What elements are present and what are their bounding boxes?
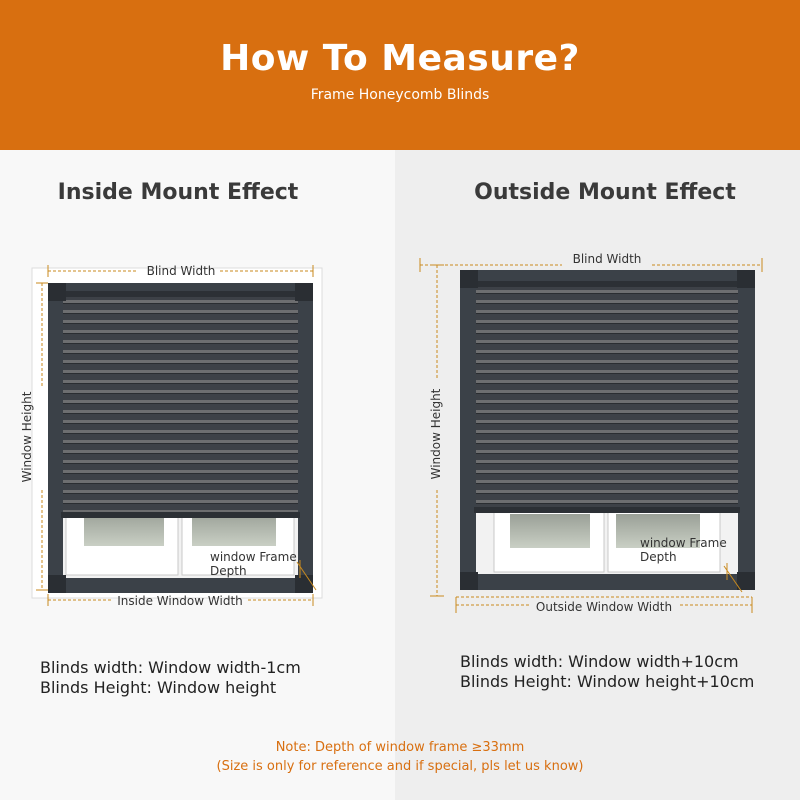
note-line-1: Note: Depth of window frame ≥33mm	[275, 740, 525, 755]
outside-formula-height: Blinds Height: Window height+10cm	[460, 672, 755, 691]
outside-mount-title: Outside Mount Effect	[474, 180, 736, 205]
outside-window-width-label: Outside Window Width	[535, 600, 673, 614]
inside-window-width-label: Inside Window Width	[117, 594, 243, 608]
page-title: How To Measure?	[220, 38, 580, 79]
outside-formula-block	[460, 652, 754, 692]
outside-frame-depth-label-2: Depth	[640, 550, 677, 564]
outside-formula-width: Blinds width: Window width+10cm	[460, 652, 739, 671]
inside-formula-block	[40, 658, 301, 698]
inside-formula-width: Blinds width: Window width-1cm	[40, 658, 301, 677]
inside-formula-height: Blinds Height: Window height	[40, 678, 277, 697]
note-block	[0, 738, 800, 776]
inside-frame-depth-label-2: Depth	[210, 564, 247, 578]
outside-frame-depth-label-1: window Frame	[640, 536, 727, 550]
outside-window-height-label: Window Height	[429, 388, 443, 480]
inside-frame-depth-label-1: window Frame	[210, 550, 297, 564]
inside-mount-title: Inside Mount Effect	[57, 180, 299, 205]
note-line-2: (Size is only for reference and if special, pls let us know)	[216, 759, 584, 774]
inside-window-height-label: Window Height	[20, 391, 34, 483]
inside-window-diagram	[32, 268, 322, 598]
inside-blind-width-label: Blind Width	[146, 264, 216, 278]
outside-blind-width-label: Blind Width	[572, 252, 642, 266]
page-subtitle: Frame Honeycomb Blinds	[310, 87, 490, 103]
